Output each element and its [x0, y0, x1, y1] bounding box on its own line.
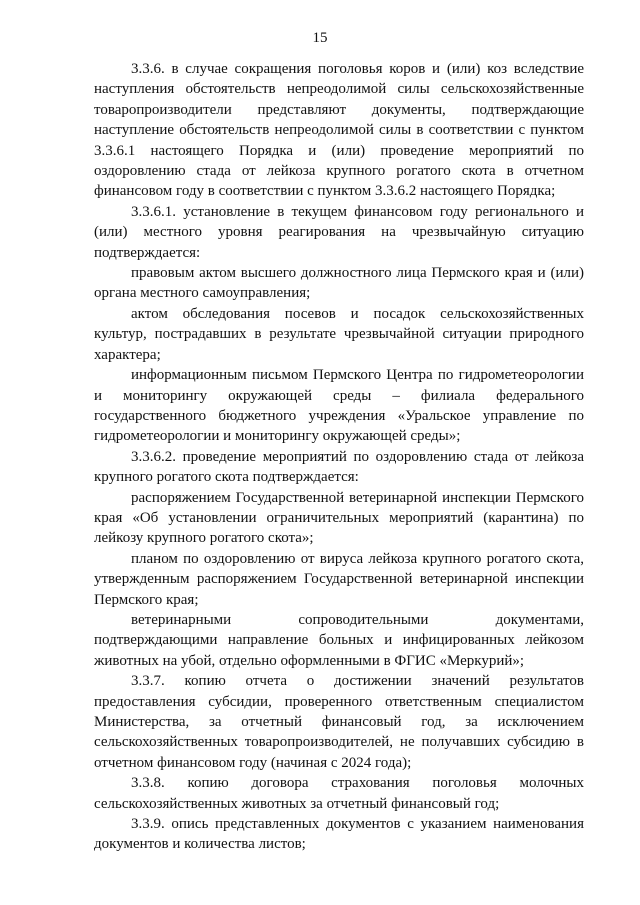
- paragraph-3-3-6: 3.3.6. в случае сокращения поголовья коров и (или) коз вследствие наступления обстоятельств непреодолимой силы сельскохозяйственные товаропроизводители представляют документы, подтверждающие наступление обстоятельств непреодолимой силы в соответствии с пунктом 3.3.6.1 настоящего Порядка и (или) проведение мероприятий по оздоровлению стада от лейкоза крупного рогатого скота в отчетном финансовом году в соответствии с пунктом 3.3.6.2 настоящего Порядка;: [94, 61, 584, 200]
- paragraph-vet-documents: ветеринарными сопроводительными документами, подтверждающими направление больных и инфицированных лейкозом животных на убой, отдельно оформленными в ФГИС «Меркурий»;: [94, 611, 584, 669]
- paragraph-legal-act: правовым актом высшего должностного лица Пермского края и (или) органа местного самоуправления;: [94, 265, 584, 302]
- paragraph-3-3-9: 3.3.9. опись представленных документов с указанием наименования документов и количества листов;: [94, 816, 584, 853]
- paragraph-vet-order: распоряжением Государственной ветеринарной инспекции Пермского края «Об установлении ограничительных мероприятий (карантина) по лейкозу крупного рогатого скота»;: [94, 489, 584, 547]
- page-number: 15: [312, 30, 328, 46]
- paragraph-3-3-8: 3.3.8. копию договора страхования поголовья молочных сельскохозяйственных животных за отчетный финансовый год;: [94, 775, 584, 812]
- paragraph-3-3-6-2: 3.3.6.2. проведение мероприятий по оздоровлению стада от лейкоза крупного рогатого скота подтверждается:: [94, 448, 584, 486]
- paragraph-info-letter: информационным письмом Пермского Центра по гидрометеорологии и мониторингу окружающей среды – филиала федерального государственного бюджетного учреждения «Уральское управление по гидрометеорологии и мониторингу окружающей среды»;: [94, 367, 584, 445]
- paragraph-3-3-7: 3.3.7. копию отчета о достижении значений результатов предоставления субсидии, проверенного ответственным специалистом Министерства, за отчетный финансовый год, за исключением сельскохозяйственных товаропроизводителей, не получавших субсидию в отчетном финансовом году (начиная с 2024 года);: [94, 673, 584, 771]
- paragraph-inspection-act: актом обследования посевов и посадок сельскохозяйственных культур, пострадавших в результате чрезвычайной ситуации природного характера;: [94, 305, 584, 363]
- paragraph-3-3-6-1: 3.3.6.1. установление в текущем финансовом году регионального и (или) местного уровня реагирования на чрезвычайную ситуацию подтверждается:: [94, 203, 584, 261]
- paragraph-recovery-plan: планом по оздоровлению от вируса лейкоза крупного рогатого скота, утвержденным распоряжением Государственной ветеринарной инспекции Пермского края;: [94, 550, 584, 608]
- document-body: [94, 59, 584, 855]
